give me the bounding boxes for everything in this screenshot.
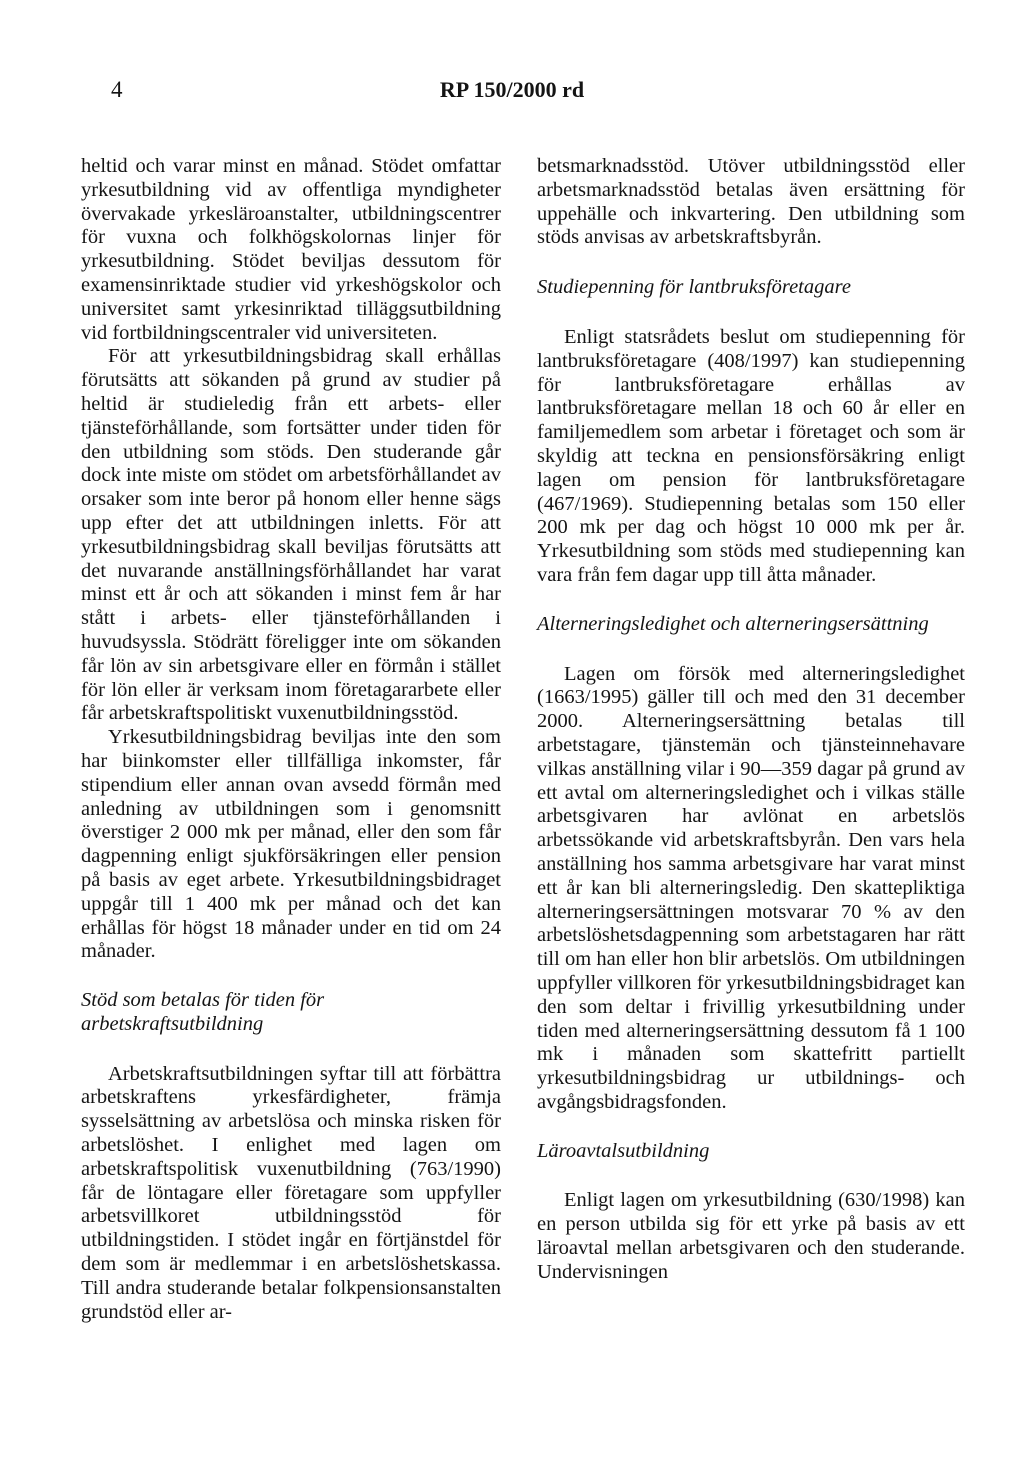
section-heading-alterneringsledighet: Alterneringsledighet och alterneringsersättning xyxy=(537,612,929,635)
running-title: RP 150/2000 rd xyxy=(439,77,585,102)
left-paragraph-1: heltid och varar minst en månad. Stödet omfattar yrkesutbildning vid av offentliga myndigheter övervakade yrkesläroanstalter, utbildningscentrer för vuxna och folkhögskolornas linjer för yrkesutbildning. Stödet beviljas dessutom för examensinriktade studier vid yrkeshögskolor och universitet samt yrkesinriktad tilläggsutbildning vid fortbildningscentraler vid universiteten. xyxy=(81,155,501,344)
right-paragraph-4: Enligt lagen om yrkesutbildning (630/1998) kan en person utbilda sig för ett yrke på basis av ett läroavtal mellan arbetsgivaren och den studerande. Undervisningen xyxy=(537,1189,965,1283)
right-paragraph-3: Lagen om försök med alterneringsledighet (1663/1995) gäller till och med den 31 december 2000. Alterneringsersättning betalas till arbetstagare, tjänstemän och tjänsteinnehavare vilkas anställning vilar i 90—359 dagar på grund av ett avtal om alterneringsledighet och i vilkas ställe arbetsgivaren har avlönat en arbetslös arbetssökande vid arbetskraftsbyrån. Den vars hela anställning hos samma arbetsgivare har varat minst ett år kan bli alterneringsledig. Den skattepliktiga alterneringsersättningen motsvarar 70 % av den arbetslöshetsdagpenning som arbetstagaren har rätt till om han eller hon blir arbetslös. Om utbildningen uppfyller villkoren för yrkesutbildningsbidraget kan den som deltar i frivillig yrkesutbildning under tiden med alterneringsersättning dessutom få 1 100 mk i månaden som skattefritt partiellt yrkesutbildningsbidrag ur utbildnings- och avgångsbidragsfonden. xyxy=(537,662,965,1113)
section-heading-arbetskraftsutbildning: Stöd som betalas för tiden för arbetskraftsutbildning xyxy=(81,989,325,1035)
left-column xyxy=(81,155,501,1324)
right-paragraph-2: Enligt statsrådets beslut om studiepenning för lantbruksföretagare (408/1997) kan studiepenning för lantbruksföretagare erhållas av lantbruksföretagare mellan 18 och 60 år eller en familjemedlem som arbetar i företaget och som är skyldig att teckna en pensionsförsäkring enligt lagen om pension för lantbruksföretagare (467/1969). Studiepenning betalas som 150 eller 200 mk per dag och högst 10 000 mk per år. Yrkesutbildning som stöds med studiepenning kan vara från fem dagar upp till åtta månader. xyxy=(537,325,965,586)
left-paragraph-4: Arbetskraftsutbildningen syftar till att förbättra arbetskraftens yrkesfärdigheter, främja sysselsättning av arbetslösa och minska risken för arbetslöshet. I enlighet med lagen om arbetskraftspolitisk vuxenutbildning (763/1990) får de löntagare eller företagare som uppfyller arbetsvillkoret utbildningsstöd för utbildningstiden. I stödet ingår en förtjänstdel för dem som är medlemmar i en arbetslöshetskassa. Till andra studerande betalar folkpensionsanstalten grundstöd eller ar- xyxy=(81,1062,501,1323)
left-paragraph-2: För att yrkesutbildningsbidrag skall erhållas förutsätts att sökanden på grund av studier på heltid är studieledig från ett arbets- eller tjänsteförhållande, som fortsätter under tiden för den utbildning som stöds. Den studerande går dock inte miste om stödet om arbetsförhållandet av orsaker som inte beror på honom eller henne sägs upp efter det att utbildningen inletts. För att yrkesutbildningsbidrag skall beviljas förutsätts att det nuvarande anställningsförhållandet har varat minst ett år och att sökanden i minst fem år har stått i arbets- eller tjänsteförhållanden i huvudsyssla. Stödrätt föreligger inte om sökanden får lön av sin arbetsgivare eller en förmån i stället för lön eller är verksam inom företagararbete eller får arbetskraftspolitiskt vuxenutbildningsstöd. xyxy=(81,345,501,725)
right-column xyxy=(537,155,965,1285)
right-paragraph-1: betsmarknadsstöd. Utöver utbildningsstöd eller arbetsmarknadsstöd betalas även ersättning för uppehälle och inkvartering. Den utbildning som stöds anvisas av arbetskraftsbyrån. xyxy=(537,155,965,249)
section-heading-studiepenning: Studiepenning för lantbruksföretagare xyxy=(537,276,851,299)
section-heading-laroavtalsutbildning: Läroavtalsutbildning xyxy=(537,1139,710,1162)
page-number: 4 xyxy=(111,77,123,102)
left-paragraph-3: Yrkesutbildningsbidrag beviljas inte den som har biinkomster eller tillfälliga inkomster, får stipendium eller annan ovan avsedd förmån med anledning av utbildningen som i genomsnitt överstiger 2 000 mk per månad, eller den som får dagpenning enligt sjukförsäkringen eller pension på basis av eget arbete. Yrkesutbildningsbidraget uppgår till 1 400 mk per månad och det kan erhållas för högst 18 månader under en tid om 24 månader. xyxy=(81,726,501,963)
